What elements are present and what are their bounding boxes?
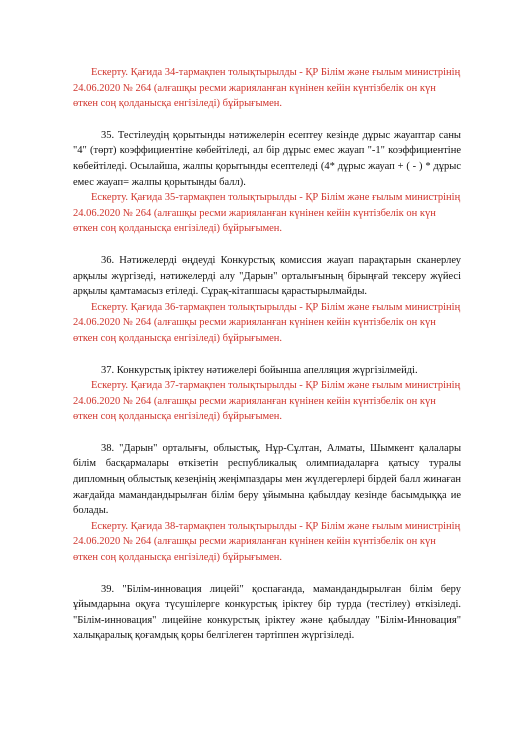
- paragraph-36: 36. Нәтижелерді өңдеуді Конкурстық комиссия жауап парақтарын сканерлеу арқылы жүргізеді, нәтижелерді алу "Дарын" орталығының бірыңғай тексеру жүйесі арқылы қамтамасыз етіледі. Сұрақ-кітапшасы қарастырылмайды.: [73, 254, 461, 298]
- document-page: [73, 65, 461, 644]
- amendment-note-36: Ескерту. Қағида 36-тармақпен толықтырылды - ҚР Білім және ғылым министрінің 24.06.2020 № 264 (алғашқы ресми жарияланған күнінен кейін күнтізбелік он күн өткен соң қолданысқа енгізіледі) бұйрығымен.: [73, 301, 461, 344]
- paragraph-35: 35. Тестілеудің қорытынды нәтижелерін есептеу кезінде дұрыс жауаптар саны "4" (төрт) коэффициентіне көбейтіледі, ал бір дұрыс емес жауап "-1" коэффициентіне көбейтіледі. Осылайша, жалпы қорытынды есептеледі (4* дұрыс жауап + ( - ) * дұрыс емес жауап= жалпы қорытынды балл).: [73, 129, 461, 188]
- amendment-note-34: Ескерту. Қағида 34-тармақпен толықтырылды - ҚР Білім және ғылым министрінің 24.06.2020 № 264 (алғашқы ресми жарияланған күнінен кейін күнтізбелік он күн өткен соң қолданысқа енгізіледі) бұйрығымен.: [73, 67, 461, 110]
- spacer: [73, 566, 461, 582]
- spacer: [73, 425, 461, 441]
- paragraph-38: 38. "Дарын" орталығы, облыстық, Нұр-Сұлтан, Алматы, Шымкент қалалары білім басқармалары өткізетін республикалық олимпиадаларға қатысу туралы дипломның облыстық кезеңінің жеңімпаздары мен жүлдегерлері бірдей балл жинаған жағдайда мамандандырылған білім беру ұйымына қабылдау кезінде басымдыққа ие болады.: [73, 442, 461, 517]
- spacer: [73, 347, 461, 363]
- amendment-note-37: Ескерту. Қағида 37-тармақпен толықтырылды - ҚР Білім және ғылым министрінің 24.06.2020 № 264 (алғашқы ресми жарияланған күнінен кейін күнтізбелік он күн өткен соң қолданысқа енгізіледі) бұйрығымен.: [73, 380, 461, 423]
- spacer: [73, 237, 461, 253]
- paragraph-39: 39. "Білім-инновация лицейі" қоспағанда, мамандандырылған білім беру ұйымдарына оқуға түсушілерге конкурстық іріктеу бір турда (тестілеу) өткізіледі. "Білім-инновация" лицейіне конкурстық іріктеу және қабылдау "Білім-Инновация" халықаралық қоғамдық қоры белгілеген тәртіппен жүргізіледі.: [73, 583, 461, 642]
- spacer: [73, 112, 461, 128]
- paragraph-37: 37. Конкурстық іріктеу нәтижелері бойынша апелляция жүргізілмейді.: [101, 364, 418, 376]
- amendment-note-38: Ескерту. Қағида 38-тармақпен толықтырылды - ҚР Білім және ғылым министрінің 24.06.2020 № 264 (алғашқы ресми жарияланған күнінен кейін күнтізбелік он күн өткен соң қолданысқа енгізіледі) бұйрығымен.: [73, 520, 461, 564]
- amendment-note-35: Ескерту. Қағида 35-тармақпен толықтырылды - ҚР Білім және ғылым министрінің 24.06.2020 № 264 (алғашқы ресми жарияланған күнінен кейін күнтізбелік он күн өткен соң қолданысқа енгізіледі) бұйрығымен.: [73, 192, 461, 235]
